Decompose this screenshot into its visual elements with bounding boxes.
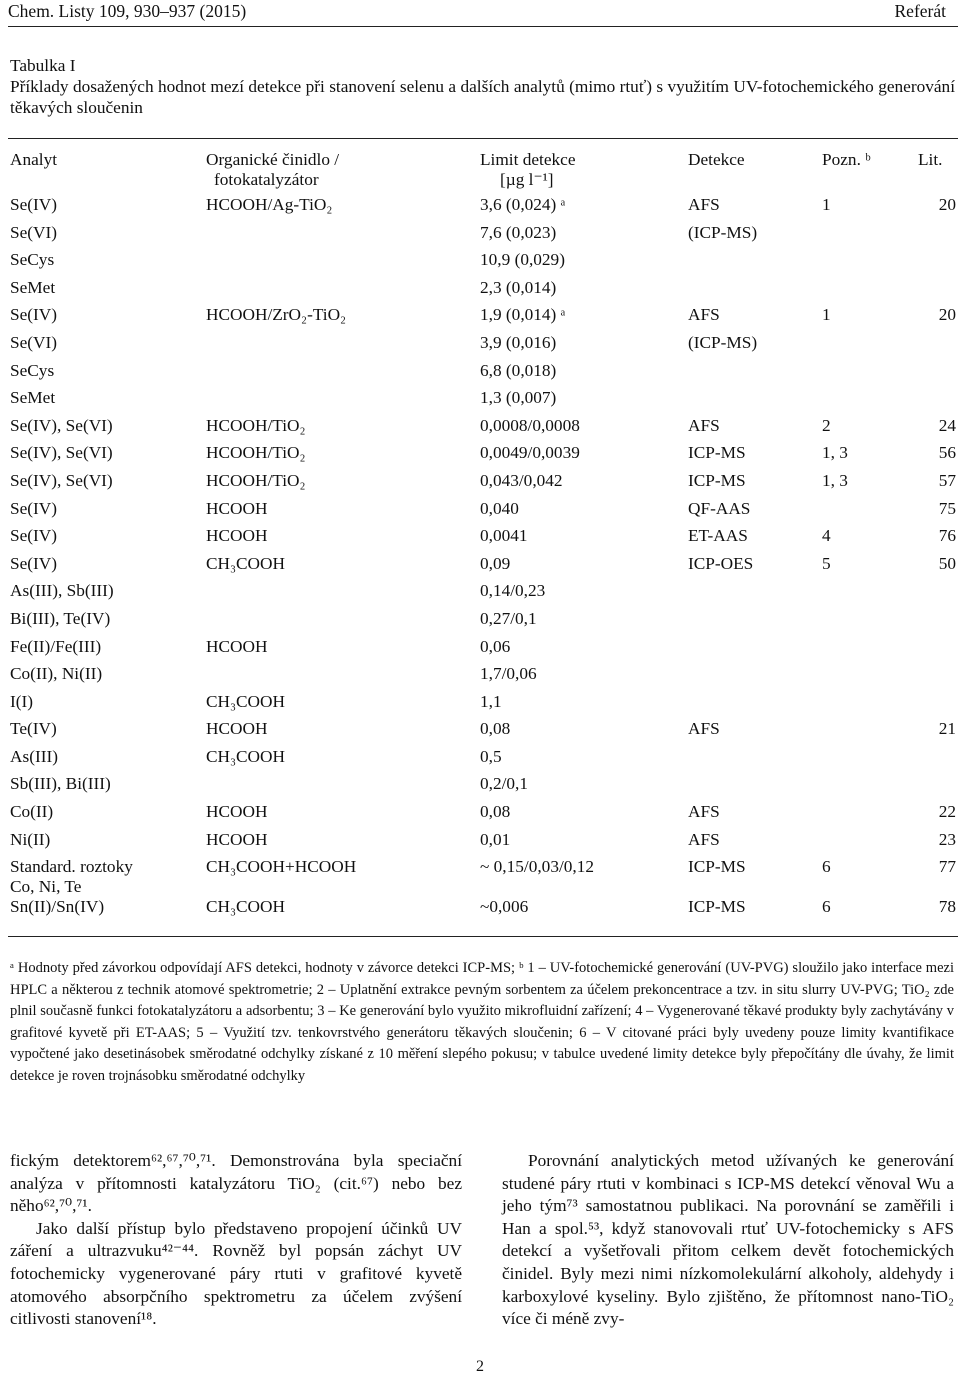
table-row bbox=[10, 333, 958, 361]
body-column-left bbox=[10, 1150, 462, 1331]
cell-analyte: SeCys bbox=[10, 250, 55, 270]
cell-lit bbox=[918, 692, 958, 720]
cell-detection: ICP-MS bbox=[688, 857, 746, 877]
paragraph: Porovnání analytických metod užívaných ke generování studené páry rtuti v kombinaci s ICP-MS detekcí věnoval Wu a jeho tým⁷³ samostatnou publikaci. Na porovnání se zaměřili i Han a spol.⁵³, když stanovovali rtuť UV-fotochemicky s AFS detekcí a vyšetřovali přitom celkem devět fotochemických činidel. Byly mezi nimi nízkomolekulární alkoholy, aldehydy i karboxylové kyseliny. Bylo zjištěno, že přítomnost nano-TiO₂ více či méně zvy- bbox=[502, 1151, 954, 1329]
cell-analyte: Se(IV) bbox=[10, 498, 58, 518]
cell-note: 1, 3 bbox=[822, 470, 848, 490]
table-row bbox=[10, 774, 958, 802]
cell-analyte: Se(IV), Se(VI) bbox=[10, 470, 113, 490]
cell-analyte: SeMet bbox=[10, 277, 56, 297]
cell-analyte: Te(IV) bbox=[10, 719, 57, 739]
cell-lod: 0,043/0,042 bbox=[480, 470, 563, 490]
cell-detection bbox=[688, 637, 822, 665]
cell-lod: 1,7/0,06 bbox=[480, 664, 537, 684]
table-row bbox=[10, 388, 958, 416]
cell-reagent: HCOOH bbox=[206, 526, 268, 546]
cell-reagent bbox=[206, 581, 480, 609]
cell-lod: 6,8 (0,018) bbox=[480, 360, 557, 380]
cell-detection: AFS bbox=[688, 305, 720, 325]
cell-analyte: Sn(II)/Sn(IV) bbox=[10, 897, 105, 917]
cell-lit: 50 bbox=[938, 553, 956, 573]
cell-note bbox=[822, 609, 918, 637]
cell-lod: 0,06 bbox=[480, 636, 511, 656]
cell-note: 2 bbox=[822, 415, 831, 435]
cell-lit bbox=[918, 774, 958, 802]
cell-analyte: Se(IV), Se(VI) bbox=[10, 443, 113, 463]
cell-reagent bbox=[206, 333, 480, 361]
cell-lit bbox=[918, 609, 958, 637]
cell-lod: 0,01 bbox=[480, 829, 511, 849]
cell-lod: 0,2/0,1 bbox=[480, 774, 529, 794]
cell-lod: 1,1 bbox=[480, 691, 502, 711]
cell-reagent: HCOOH bbox=[206, 802, 268, 822]
cell-lit bbox=[918, 388, 958, 416]
cell-analyte: Se(IV) bbox=[10, 305, 58, 325]
cell-analyte: Se(IV) bbox=[10, 195, 58, 214]
table-bottom-rule bbox=[8, 936, 958, 937]
table-caption bbox=[10, 55, 955, 118]
cell-reagent: HCOOH bbox=[206, 498, 268, 518]
table-row bbox=[10, 857, 958, 897]
cell-note: 1 bbox=[822, 195, 831, 214]
cell-lit bbox=[918, 250, 958, 278]
cell-lod: 0,08 bbox=[480, 802, 511, 822]
cell-analyte: I(I) bbox=[10, 691, 34, 711]
cell-detection bbox=[688, 774, 822, 802]
cell-analyte: Bi(III), Te(IV) bbox=[10, 608, 111, 628]
cell-lod: 0,14/0,23 bbox=[480, 581, 546, 601]
cell-reagent: HCOOH/ZrO₂-TiO₂ bbox=[206, 305, 347, 325]
running-header bbox=[0, 0, 960, 26]
cell-reagent: HCOOH/TiO₂ bbox=[206, 443, 306, 463]
cell-analyte: Sb(III), Bi(III) bbox=[10, 774, 111, 794]
cell-analyte: Co(II) bbox=[10, 802, 54, 822]
section-label: Referát bbox=[894, 1, 946, 21]
col-header-detection: Detekce bbox=[688, 150, 745, 169]
table-row bbox=[10, 526, 958, 554]
cell-note: 1 bbox=[822, 305, 831, 325]
cell-detection: ET-AAS bbox=[688, 526, 748, 546]
table-row bbox=[10, 692, 958, 720]
cell-detection: AFS bbox=[688, 195, 720, 214]
cell-detection: AFS bbox=[688, 829, 720, 849]
cell-detection bbox=[688, 747, 822, 775]
table-row bbox=[10, 664, 958, 692]
table-header-row bbox=[10, 150, 958, 195]
cell-lit bbox=[918, 361, 958, 389]
cell-detection: ICP-MS bbox=[688, 897, 746, 917]
cell-reagent bbox=[206, 664, 480, 692]
col-header-analyte: Analyt bbox=[10, 150, 58, 169]
table-title: Tabulka I bbox=[10, 56, 76, 75]
table-row bbox=[10, 719, 958, 747]
journal-reference: Chem. Listy 109, 930–937 (2015) bbox=[8, 1, 247, 21]
cell-analyte: Se(IV), Se(VI) bbox=[10, 415, 113, 435]
cell-lod: ~ 0,15/0,03/0,12 bbox=[480, 857, 594, 877]
cell-lit: 20 bbox=[938, 195, 956, 214]
cell-note: 1, 3 bbox=[822, 443, 848, 463]
cell-note bbox=[822, 388, 918, 416]
cell-lod: 0,09 bbox=[480, 553, 511, 573]
cell-lit: 22 bbox=[938, 802, 956, 822]
col-header-lit: Lit. bbox=[918, 150, 943, 169]
table-top-rule bbox=[8, 138, 958, 139]
cell-analyte: SeCys bbox=[10, 360, 55, 380]
cell-note bbox=[822, 692, 918, 720]
cell-reagent: HCOOH bbox=[206, 829, 268, 849]
cell-analyte: SeMet bbox=[10, 388, 56, 408]
cell-analyte: Se(IV) bbox=[10, 526, 58, 546]
table-row bbox=[10, 581, 958, 609]
cell-lit: 56 bbox=[938, 443, 956, 463]
cell-detection: ICP-MS bbox=[688, 470, 746, 490]
cell-analyte: Fe(II)/Fe(III) bbox=[10, 636, 102, 656]
cell-note: 6 bbox=[822, 897, 831, 917]
cell-detection: (ICP-MS) bbox=[688, 222, 758, 242]
table-row bbox=[10, 747, 958, 775]
cell-analyte: Se(VI) bbox=[10, 222, 58, 242]
cell-note bbox=[822, 774, 918, 802]
cell-lod: 1,3 (0,007) bbox=[480, 388, 557, 408]
cell-lit: 21 bbox=[938, 719, 956, 739]
cell-lod: 3,9 (0,016) bbox=[480, 332, 557, 352]
table-row bbox=[10, 195, 958, 223]
cell-lod: 10,9 (0,029) bbox=[480, 250, 565, 270]
cell-note: 5 bbox=[822, 553, 831, 573]
cell-lit: 75 bbox=[938, 498, 956, 518]
cell-detection: QF-AAS bbox=[688, 498, 751, 518]
table-row bbox=[10, 416, 958, 444]
cell-reagent: CH₃COOH+HCOOH bbox=[206, 857, 357, 877]
cell-lit bbox=[918, 581, 958, 609]
cell-lod: 0,08 bbox=[480, 719, 511, 739]
cell-detection: ICP-MS bbox=[688, 443, 746, 463]
cell-note bbox=[822, 278, 918, 306]
table-row bbox=[10, 361, 958, 389]
cell-reagent bbox=[206, 774, 480, 802]
table-row bbox=[10, 554, 958, 582]
cell-note: 4 bbox=[822, 526, 831, 546]
cell-note bbox=[822, 581, 918, 609]
table-row bbox=[10, 830, 958, 858]
cell-note bbox=[822, 747, 918, 775]
cell-reagent: HCOOH/TiO₂ bbox=[206, 415, 306, 435]
page-number: 2 bbox=[476, 1358, 484, 1375]
cell-note: 6 bbox=[822, 857, 831, 877]
cell-lit bbox=[918, 278, 958, 306]
cell-reagent: HCOOH bbox=[206, 636, 268, 656]
cell-reagent bbox=[206, 388, 480, 416]
cell-lod: 7,6 (0,023) bbox=[480, 222, 557, 242]
cell-analyte: Ni(II) bbox=[10, 829, 51, 849]
cell-reagent bbox=[206, 278, 480, 306]
cell-lit: 57 bbox=[938, 470, 956, 490]
cell-reagent bbox=[206, 609, 480, 637]
cell-detection: AFS bbox=[688, 415, 720, 435]
cell-lod: 1,9 (0,014) ᵃ bbox=[480, 305, 566, 325]
table-row bbox=[10, 471, 958, 499]
cell-reagent: CH₃COOH bbox=[206, 553, 285, 573]
cell-reagent bbox=[206, 250, 480, 278]
cell-analyte: Standard. roztoky Co, Ni, Te bbox=[10, 857, 133, 897]
table-row bbox=[10, 637, 958, 665]
cell-note bbox=[822, 250, 918, 278]
cell-reagent: HCOOH bbox=[206, 719, 268, 739]
cell-lod: 3,6 (0,024) ᵃ bbox=[480, 195, 566, 214]
cell-lit: 23 bbox=[938, 829, 956, 849]
col-header-lod: Limit detekce [µg l⁻¹] bbox=[480, 150, 576, 189]
cell-detection: AFS bbox=[688, 802, 720, 822]
cell-lit: 20 bbox=[938, 305, 956, 325]
cell-note bbox=[822, 361, 918, 389]
cell-reagent: CH₃COOH bbox=[206, 691, 285, 711]
cell-reagent: CH₃COOH bbox=[206, 746, 285, 766]
cell-lit bbox=[918, 664, 958, 692]
cell-note bbox=[822, 664, 918, 692]
paragraph: Jako další přístup bylo představeno propojení účinků UV záření a ultrazvuku⁴²⁻⁴⁴. Rovněž byl popsán záchyt UV fotochemicky vygenerované páry rtuti v grafitové kyvetě atomového absorpčního spektrometru za účelem zvýšení citlivosti stanovení¹⁸. bbox=[10, 1218, 462, 1329]
cell-detection: ICP-OES bbox=[688, 553, 754, 573]
cell-analyte: Se(VI) bbox=[10, 332, 58, 352]
cell-lit bbox=[918, 333, 958, 361]
cell-note bbox=[822, 637, 918, 665]
cell-lit bbox=[918, 637, 958, 665]
cell-detection bbox=[688, 692, 822, 720]
cell-lit bbox=[918, 747, 958, 775]
table-row bbox=[10, 443, 958, 471]
paragraph: fickým detektorem⁶²,⁶⁷,⁷⁰,⁷¹. Demonstrována byla speciační analýza v přítomnosti katalyzátoru TiO₂ (cit.⁶⁷) nebo bez něho⁶²,⁷⁰,⁷¹. bbox=[10, 1151, 462, 1216]
cell-lit: 76 bbox=[938, 526, 956, 546]
cell-detection bbox=[688, 388, 822, 416]
col-header-reagent: Organické činidlo / fotokatalyzátor bbox=[206, 150, 340, 189]
cell-lod: 0,040 bbox=[480, 498, 519, 518]
cell-detection: (ICP-MS) bbox=[688, 332, 758, 352]
cell-reagent bbox=[206, 223, 480, 251]
table-row bbox=[10, 802, 958, 830]
cell-note bbox=[822, 719, 918, 747]
cell-note bbox=[822, 499, 918, 527]
table-caption-text: Příklady dosažených hodnot mezí detekce při stanovení selenu a dalších analytů (mimo rtuť) s využitím UV-fotochemického generování těkavých sloučenin bbox=[10, 77, 955, 117]
header-rule bbox=[8, 26, 958, 27]
cell-lod: 0,0041 bbox=[480, 526, 528, 546]
cell-detection bbox=[688, 609, 822, 637]
cell-lod: 0,27/0,1 bbox=[480, 608, 537, 628]
cell-detection bbox=[688, 278, 822, 306]
cell-detection bbox=[688, 250, 822, 278]
table-row bbox=[10, 278, 958, 306]
cell-reagent: CH₃COOH bbox=[206, 897, 285, 917]
cell-lit: 77 bbox=[938, 857, 956, 877]
col-header-note: Pozn. ᵇ bbox=[822, 150, 871, 169]
table-row bbox=[10, 223, 958, 251]
cell-lod: 2,3 (0,014) bbox=[480, 277, 557, 297]
cell-note bbox=[822, 333, 918, 361]
cell-lod: 0,0008/0,0008 bbox=[480, 415, 580, 435]
cell-analyte: As(III), Sb(III) bbox=[10, 581, 114, 601]
cell-note bbox=[822, 223, 918, 251]
detection-limits-table bbox=[10, 150, 958, 925]
table-row bbox=[10, 609, 958, 637]
cell-note bbox=[822, 802, 918, 830]
cell-analyte: As(III) bbox=[10, 746, 58, 766]
cell-analyte: Se(IV) bbox=[10, 553, 58, 573]
table-row bbox=[10, 250, 958, 278]
cell-lod: 0,5 bbox=[480, 746, 502, 766]
cell-detection: AFS bbox=[688, 719, 720, 739]
cell-lit: 24 bbox=[938, 415, 956, 435]
table-row bbox=[10, 499, 958, 527]
cell-detection bbox=[688, 581, 822, 609]
cell-lod: ~0,006 bbox=[480, 897, 529, 917]
cell-detection bbox=[688, 664, 822, 692]
cell-lit: 78 bbox=[938, 897, 956, 917]
cell-reagent: HCOOH/TiO₂ bbox=[206, 470, 306, 490]
cell-lod: 0,0049/0,0039 bbox=[480, 443, 580, 463]
table-footnotes: ᵃ Hodnoty před závorkou odpovídají AFS detekci, hodnoty v závorce detekci ICP-MS; ᵇ 1 – UV-fotochemické generování (UV-PVG) sloužilo jako interface mezi HPLC a některou z technik atomové spektrometrie; 2 – Uplatnění extrakce pevným sorbentem za účelem prekoncentrace a tzv. in situ slurry UV-PVG; TiO₂ zde plnil současně funkci fotokatalyzátoru a adsorbentu; 3 – Ke generování bylo využito mikrofluidní zařízení; 4 – Vygenerované těkavé produkty byly zachytávány v grafitové kyvetě při ET-AAS; 5 – Využití tzv. tenkovrstvého generátoru těkavých sloučenin; 6 – V citované práci byly uvedeny pouze limity kvantifikace vypočtené jako desetinásobek směrodatné odchylky získané z 10 měření slepého pokusu; v tabulce uvedené limity detekce byly přepočítány dle úvahy, že limit detekce je roven trojnásobku směrodatné odchylky bbox=[10, 960, 954, 1084]
cell-detection bbox=[688, 361, 822, 389]
cell-note bbox=[822, 830, 918, 858]
table-row bbox=[10, 897, 958, 925]
body-column-right bbox=[502, 1150, 954, 1331]
cell-analyte: Co(II), Ni(II) bbox=[10, 664, 103, 684]
cell-reagent: HCOOH/Ag-TiO₂ bbox=[206, 195, 333, 214]
cell-lit bbox=[918, 223, 958, 251]
table-row bbox=[10, 305, 958, 333]
cell-reagent bbox=[206, 361, 480, 389]
